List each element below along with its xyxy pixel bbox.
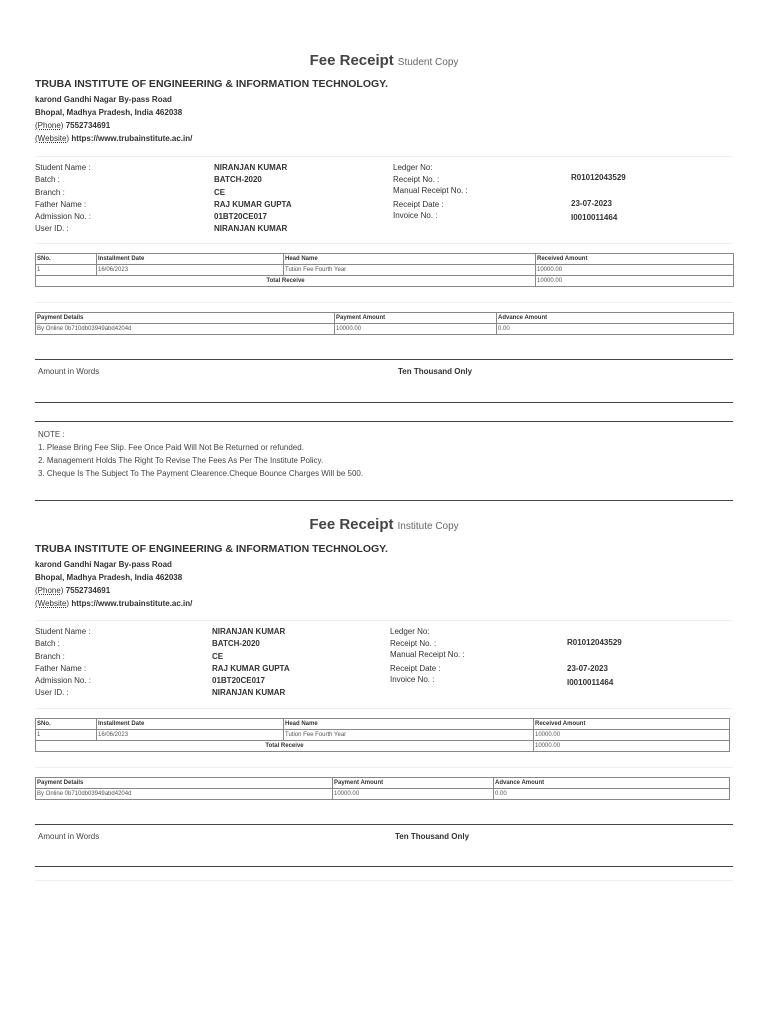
- receipt-receipt-labels-2: Manual Receipt No. :: [393, 186, 468, 195]
- receipt-student-values-1: BATCH-2020: [214, 175, 262, 185]
- receipt-payment-table-row-2: 0.00: [494, 789, 730, 800]
- receipt-fee-table-headers-2: Head Name: [284, 719, 534, 730]
- receipt-copies-1: Institute Copy: [397, 521, 459, 532]
- receipt-student-labels-2: Branch :: [35, 651, 65, 661]
- receipt-institute-address-line1: karond Gandhi Nagar By-pass Road: [35, 560, 172, 569]
- receipt-institute-phone: 7552734691: [65, 121, 111, 130]
- receipt-institute-phone-label: (Phone): [35, 586, 64, 595]
- receipt-student-values-4: 01BT20CE017: [214, 212, 267, 222]
- receipt-receipt-labels-1: Receipt No. :: [393, 174, 440, 184]
- receipt-student-labels-5: User ID. :: [35, 688, 69, 698]
- receipt-payment-table-row-1: 10000.00: [335, 324, 497, 335]
- receipt-title: [0, 52, 768, 70]
- divider: [35, 156, 733, 157]
- receipt-fee-table-total-label: Total Receive: [36, 276, 536, 287]
- receipt-institute-website-label: (Website): [35, 134, 70, 143]
- receipt-fee-table-headers-1: Installment Date: [97, 719, 284, 730]
- receipt-institute-phone: 7552734691: [65, 586, 111, 595]
- receipt-no: R01012043529: [571, 173, 626, 182]
- receipt-payment-table-headers-1: Payment Amount: [335, 313, 497, 324]
- receipt-receipt-labels-0: Ledger No:: [390, 627, 430, 636]
- receipt-fee-table-headers-3: Received Amount: [534, 719, 730, 730]
- payment-table: [35, 777, 730, 800]
- receipt-labels: [393, 162, 468, 222]
- receipt-fee-table-row-1: 16/06/2023: [97, 265, 284, 276]
- receipt-institute-phone-label: (Phone): [35, 121, 64, 130]
- institute-address: [35, 93, 192, 145]
- receipt-fee-table-row-0: 1: [36, 265, 97, 276]
- receipt-fee-table-row-0: 1: [36, 730, 97, 741]
- receipt-student-values-4: 01BT20CE017: [212, 676, 265, 686]
- table-row: [36, 324, 734, 335]
- receipt-institute-website: https://www.trubainstitute.ac.in/: [71, 599, 193, 608]
- receipt-fee-table-row-2: Tution Fee Fourth Year: [284, 265, 536, 276]
- receipt-institute-address-line1: karond Gandhi Nagar By-pass Road: [35, 95, 172, 104]
- receipt-student-labels-4: Admission No. :: [35, 212, 92, 222]
- receipt-title: Fee Receipt: [309, 52, 394, 69]
- receipt-student-values-5: NIRANJAN KUMAR: [212, 688, 286, 698]
- receipt-payment-table-row-0: By Online 0b710db03949abd4204d: [36, 789, 333, 800]
- receipt-receipt-labels-4: Invoice No. :: [390, 675, 435, 684]
- receipt-fee-table-total-value: 10000.00: [534, 741, 730, 752]
- student-values: [212, 626, 290, 700]
- invoice-no: I0010011464: [571, 213, 618, 222]
- student-values: [214, 162, 292, 236]
- receipt-institute-address-line2: Bhopal, Madhya Pradesh, India 462038: [35, 108, 183, 117]
- receipt-payment-table-row-2: 0.00: [497, 324, 734, 335]
- receipt-no: R01012043529: [567, 638, 622, 647]
- table-row: [36, 265, 734, 276]
- amount-in-words-value: Ten Thousand Only: [398, 367, 473, 376]
- fee-table: [35, 718, 730, 752]
- divider: [35, 767, 733, 768]
- invoice-no: I0010011464: [567, 678, 614, 687]
- receipt-title: [0, 516, 768, 534]
- amount-in-words-value: Ten Thousand Only: [395, 832, 470, 841]
- receipt-receipt-labels-0: Ledger No:: [393, 163, 433, 172]
- receipt-receipt-labels-3: Receipt Date :: [390, 663, 441, 673]
- table-row: [36, 789, 730, 800]
- receipt-fee-table-headers-0: SNo.: [36, 254, 97, 265]
- amount-in-words-box: [35, 359, 733, 403]
- receipt-note-lines-0: 1. Please Bring Fee Slip. Fee Once Paid Will Not Be Returned or refunded.: [38, 443, 304, 452]
- divider: [35, 243, 733, 244]
- receipt-fee-table-row-1: 16/06/2023: [97, 730, 284, 741]
- receipt-fee-table-headers-2: Head Name: [284, 254, 536, 265]
- receipt-receipt-labels-4: Invoice No. :: [393, 211, 438, 220]
- receipt-payment-table-headers-2: Advance Amount: [494, 778, 730, 789]
- receipt-copies-0: Student Copy: [397, 57, 459, 68]
- receipt-student-labels-0: Student Name :: [35, 163, 91, 172]
- total-row: [36, 276, 734, 287]
- student-labels: [35, 626, 91, 700]
- receipt-student-values-5: NIRANJAN KUMAR: [214, 224, 288, 234]
- receipt-note-lines-2: 3. Cheque Is The Subject To The Payment Clearence.Cheque Bounce Charges Will be 500.: [38, 469, 364, 478]
- total-row: [36, 741, 730, 752]
- receipt-student-labels-1: Batch :: [35, 175, 60, 185]
- receipt-fee-table-headers-1: Installment Date: [97, 254, 284, 265]
- receipt-fee-table-row-3: 10000.00: [536, 265, 734, 276]
- receipt-fee-table-total-value: 10000.00: [536, 276, 734, 287]
- receipt-payment-table-headers-1: Payment Amount: [333, 778, 494, 789]
- receipt-student-labels-2: Branch :: [35, 187, 65, 197]
- receipt-fee-table-row-3: 10000.00: [534, 730, 730, 741]
- receipt-institute-website: https://www.trubainstitute.ac.in/: [71, 134, 193, 143]
- institute-name: TRUBA INSTITUTE OF ENGINEERING & INFORMATION TECHNOLOGY.: [35, 78, 388, 90]
- receipt-student-labels-5: User ID. :: [35, 224, 69, 234]
- receipt-student-labels-3: Father Name :: [35, 199, 87, 209]
- receipt-receipt-labels-1: Receipt No. :: [390, 638, 437, 648]
- receipt-student-values-2: CE: [212, 651, 224, 661]
- receipt-student-labels-4: Admission No. :: [35, 676, 92, 686]
- amount-in-words-label: Amount in Words: [38, 367, 100, 376]
- receipt-receipt-labels-3: Receipt Date :: [393, 199, 444, 209]
- receipt-institute-address-line2: Bhopal, Madhya Pradesh, India 462038: [35, 573, 183, 582]
- receipt-payment-table-row-1: 10000.00: [333, 789, 494, 800]
- receipt-fee-table-row-2: Tution Fee Fourth Year: [284, 730, 534, 741]
- amount-in-words-label: Amount in Words: [38, 832, 100, 841]
- receipt-student-values-3: RAJ KUMAR GUPTA: [212, 663, 290, 673]
- receipt-fee-table-headers-3: Received Amount: [536, 254, 734, 265]
- receipt-student-values-2: CE: [214, 187, 226, 197]
- receipt-student-labels-3: Father Name :: [35, 663, 87, 673]
- table-row: [36, 730, 730, 741]
- institute-address: [35, 558, 192, 610]
- receipt-note-lines-1: 2. Management Holds The Right To Revise The Fees As Per The Institute Policy.: [38, 456, 324, 465]
- divider: [35, 620, 733, 621]
- receipt-note-title: NOTE :: [38, 430, 65, 439]
- receipt-student-values-0: NIRANJAN KUMAR: [212, 627, 286, 636]
- student-labels: [35, 162, 91, 236]
- receipt-student-labels-1: Batch :: [35, 639, 60, 649]
- receipt-payment-table-headers-0: Payment Details: [36, 778, 333, 789]
- divider: [35, 708, 733, 709]
- amount-in-words-box: [35, 824, 733, 867]
- receipt-date: 23-07-2023: [571, 199, 612, 208]
- receipt-title: Fee Receipt: [309, 516, 394, 533]
- receipt-fee-table-total-label: Total Receive: [36, 741, 534, 752]
- receipt-labels: [390, 626, 465, 686]
- receipt-receipt-labels-2: Manual Receipt No. :: [390, 650, 465, 659]
- divider: [35, 302, 733, 303]
- receipt-student-values-1: BATCH-2020: [212, 639, 260, 649]
- payment-table: [35, 312, 734, 335]
- receipt-student-labels-0: Student Name :: [35, 627, 91, 636]
- receipt-student-values-3: RAJ KUMAR GUPTA: [214, 199, 292, 209]
- divider: [35, 880, 733, 881]
- receipt-student-values-0: NIRANJAN KUMAR: [214, 163, 288, 172]
- institute-name: TRUBA INSTITUTE OF ENGINEERING & INFORMATION TECHNOLOGY.: [35, 543, 388, 555]
- receipt-payment-table-row-0: By Online 0b710db03949abd4204d: [36, 324, 335, 335]
- receipt-payment-table-headers-2: Advance Amount: [497, 313, 734, 324]
- receipt-payment-table-headers-0: Payment Details: [36, 313, 335, 324]
- note: [38, 428, 363, 480]
- fee-table: [35, 253, 734, 287]
- receipt-institute-website-label: (Website): [35, 599, 70, 608]
- receipt-date: 23-07-2023: [567, 664, 608, 673]
- receipt-fee-table-headers-0: SNo.: [36, 719, 97, 730]
